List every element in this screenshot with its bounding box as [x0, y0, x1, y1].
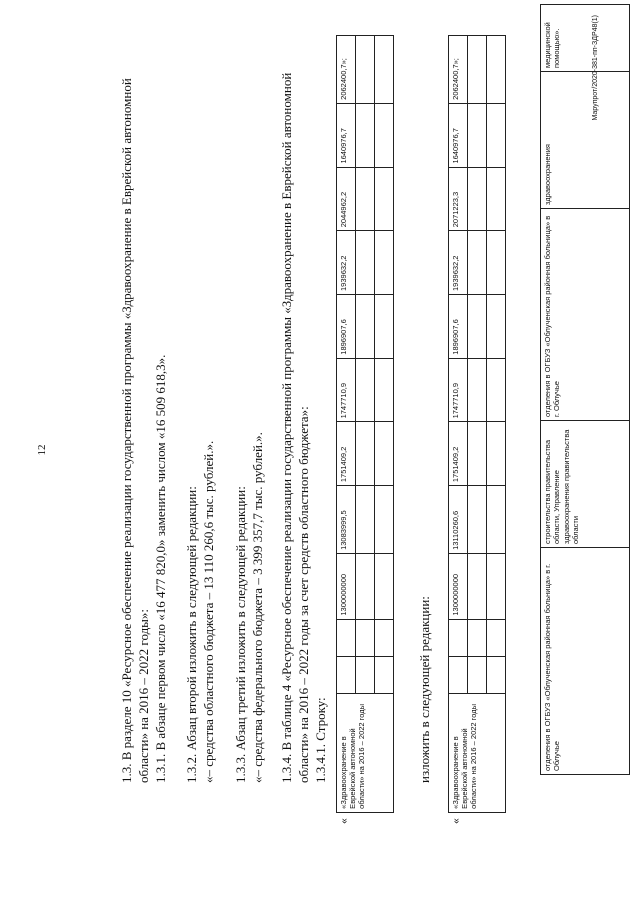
value-cell: 2044962,2 — [337, 167, 356, 231]
paragraph-text: 1.3.4. В таблице 4 «Ресурсное обеспечение реализации государственной программы «Здравоохранение в Еврейской автономной области» на 2016 – 2022 годы за счет средств областного бюджета»: — [279, 72, 311, 783]
table-cell — [375, 36, 394, 104]
table-cell — [468, 657, 487, 694]
top-table-fragment — [540, 4, 630, 775]
table-cell — [356, 619, 375, 656]
paragraph-1-3-4-1 — [312, 35, 329, 805]
table-cell — [337, 619, 356, 656]
paragraph-text: изложить в следующей редакции: — [417, 596, 432, 783]
table-cell — [375, 553, 394, 619]
table-cell — [356, 657, 375, 694]
table-cell — [356, 167, 375, 231]
table-cell — [468, 167, 487, 231]
table-old-row — [336, 35, 394, 829]
value-cell: 1939632,2 — [337, 231, 356, 295]
table-cell — [356, 103, 375, 167]
table-cell — [375, 358, 394, 422]
value-cell: 13110260,6 — [449, 486, 468, 554]
value-cell: 2071223,3 — [449, 167, 468, 231]
page-number: 12 — [36, 444, 48, 456]
table-cell — [487, 358, 506, 422]
table-cell — [449, 619, 468, 656]
table-row — [449, 36, 468, 830]
value-cell: 1751409,2 — [449, 422, 468, 486]
table-cell — [487, 103, 506, 167]
table-cell — [487, 167, 506, 231]
table-cell: медицинской помощью». — [541, 5, 630, 72]
paragraph-text: «– средства федерального бюджета – 3 399 357,7 тыс. рублей.». — [250, 432, 265, 783]
table-cell — [487, 657, 506, 694]
open-quote: « — [450, 818, 462, 824]
value-cell: 2062400,7»; — [337, 36, 356, 104]
open-quote: « — [338, 818, 350, 824]
paragraph-1-3-3 — [232, 35, 266, 805]
table-cell — [375, 103, 394, 167]
value-cell: 1751409,2 — [337, 422, 356, 486]
table-cell — [487, 486, 506, 554]
table-cell — [375, 167, 394, 231]
table-cell — [375, 231, 394, 295]
table-cell — [449, 657, 468, 694]
paragraph-1-3-1 — [152, 35, 169, 805]
table-cell — [468, 422, 487, 486]
code-cell: 1300000000 — [337, 553, 356, 619]
table-cell — [468, 619, 487, 656]
table-cell — [375, 619, 394, 656]
paragraph-text: 1.3.3. Абзац третий изложить в следующей редакции: — [233, 486, 248, 783]
table-cell — [468, 358, 487, 422]
table-cell — [356, 36, 375, 104]
table-cell: отделения в ОГБУЗ «Облученская районная больница» в г. Облучье — [541, 548, 630, 775]
paragraph-text: 1.3.2. Абзац второй изложить в следующей редакции: — [184, 486, 199, 783]
table-cell — [375, 657, 394, 694]
table-cell — [375, 294, 394, 358]
footer-document-code: Марупрот/2020-381-пп-ЗДР48(1) — [592, 15, 599, 121]
paragraph-1-3-2 — [183, 35, 217, 805]
program-name-cell: «Здравоохранение в Еврейской автономной области» на 2016 – 2022 годы — [449, 694, 506, 812]
table-cell — [375, 486, 394, 554]
table-cell — [487, 619, 506, 656]
table-cell: строительства правительства области, Управление здравоохранения правительства области — [541, 421, 630, 548]
table-cell — [337, 657, 356, 694]
value-cell: 1640976,7 — [449, 103, 468, 167]
value-cell: 1939632,2 — [449, 231, 468, 295]
table-cell — [356, 294, 375, 358]
table-cell — [487, 553, 506, 619]
paragraph-text: «– средства областного бюджета – 13 110 260,6 тыс. рублей.». — [201, 440, 216, 783]
paragraph-replace — [416, 35, 433, 805]
table-cell — [487, 294, 506, 358]
table-cell — [468, 36, 487, 104]
paragraph-1-3 — [118, 35, 152, 805]
value-cell: 2062400,7»; — [449, 36, 468, 104]
value-cell: 1896907,6 — [449, 294, 468, 358]
value-cell: 13083999,5 — [337, 486, 356, 554]
table-cell — [468, 553, 487, 619]
paragraph-text: 1.3. В разделе 10 «Ресурсное обеспечение реализации государственной программы «Здравоохранение в Еврейской автономной области» на 2016 – 2022 годы»: — [119, 78, 151, 783]
value-cell: 1747710,9 — [337, 358, 356, 422]
table-row — [337, 36, 356, 830]
table-cell — [356, 358, 375, 422]
value-cell: 1640976,7 — [337, 103, 356, 167]
table-cell — [356, 553, 375, 619]
program-name-cell: «Здравоохранение в Еврейской автономной области» на 2016 – 2022 годы — [337, 694, 394, 812]
table-cell — [356, 486, 375, 554]
table-cell — [468, 231, 487, 295]
table-cell — [375, 422, 394, 486]
value-cell: 1896907,6 — [337, 294, 356, 358]
table-cell — [356, 422, 375, 486]
paragraph-text: 1.3.4.1. Строку: — [313, 697, 328, 783]
code-cell: 1300000000 — [449, 553, 468, 619]
paragraph-1-3-4 — [278, 35, 312, 805]
table-cell — [468, 294, 487, 358]
value-cell: 1747710,9 — [449, 358, 468, 422]
table-cell — [487, 36, 506, 104]
table-cell — [487, 422, 506, 486]
table-new-row — [448, 35, 506, 829]
table-row — [541, 5, 630, 775]
table-cell: здравоохранения — [541, 72, 630, 209]
table-cell — [487, 231, 506, 295]
table-cell — [468, 103, 487, 167]
paragraph-text: 1.3.1. В абзаце первом число «16 477 820,0» заменить числом «16 509 618,3». — [153, 354, 168, 783]
table-cell — [468, 486, 487, 554]
table-cell: отделения в ОГБУЗ «Облученская районная больница» в г. Облучье — [541, 209, 630, 421]
table-cell — [356, 231, 375, 295]
